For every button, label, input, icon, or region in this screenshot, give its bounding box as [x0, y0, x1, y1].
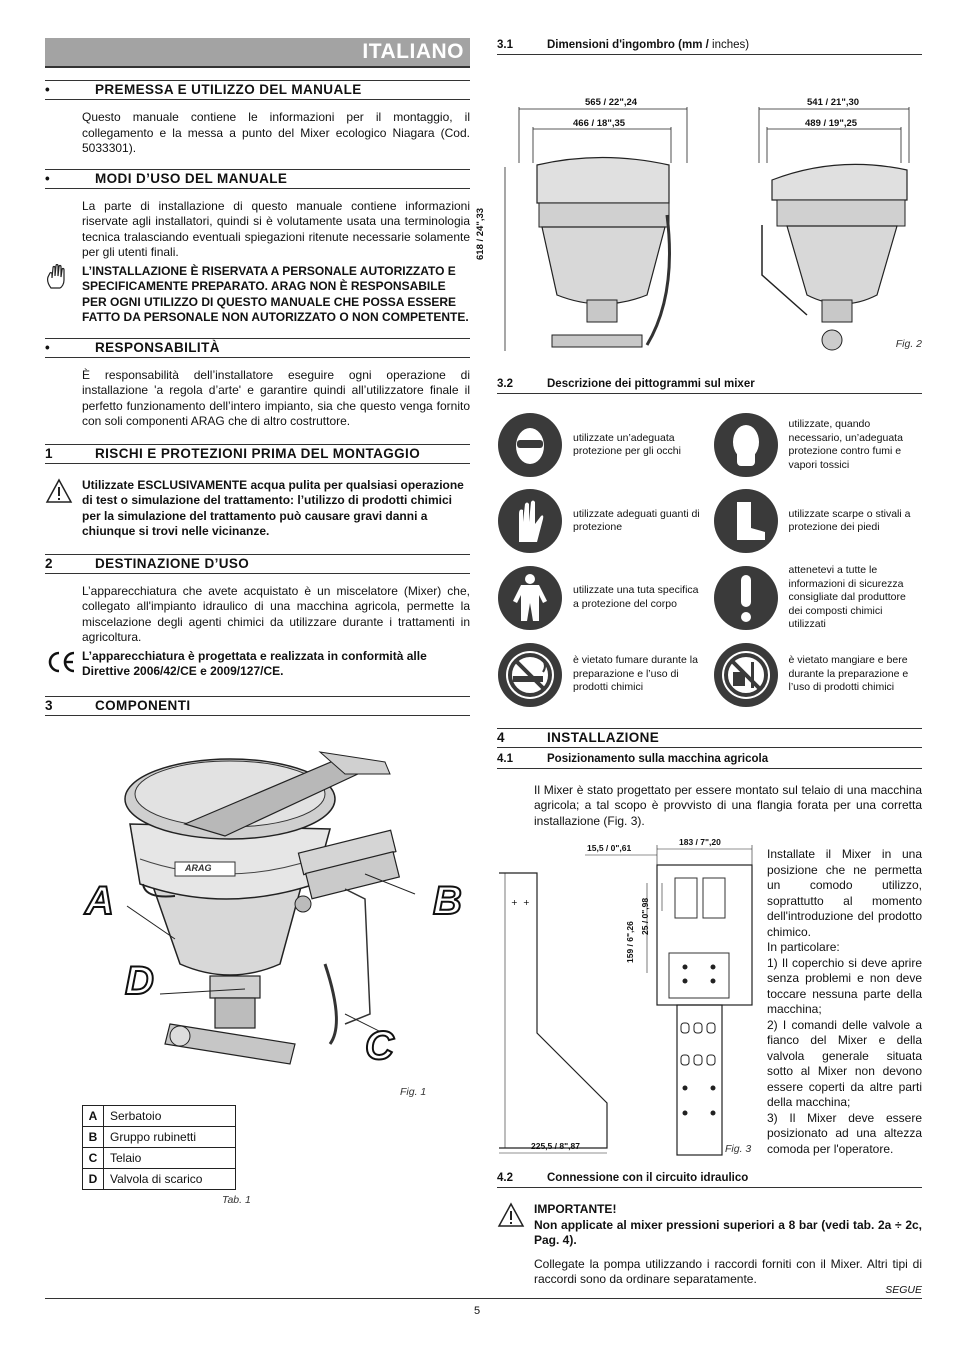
section-4-1-text: Il Mixer è stato progettato per essere montato sul telaio di una macchina agricola; a tal scopo è provvisto di una flangia forata per una corretta installazione (Fig. 3).: [534, 782, 922, 828]
ce-text: L’apparecchiatura è progettata e realizzata in conformità alle Direttive 2006/42/CE e 2009/127/CE.: [82, 648, 427, 678]
callout-B: B: [433, 878, 462, 923]
pressure-warning: [497, 1202, 922, 1249]
exclamation-icon: [713, 565, 779, 631]
pictogram-item: attenetevi a tutte le informazioni di sicurezza consigliate dal produttore dei composti chimici utilizzati: [713, 564, 923, 632]
table-row: D Valvola di scarico: [83, 1168, 236, 1189]
section-1-warning-text: Utilizzate ESCLUSIVAMENTE acqua pulita per qualsiasi operazione di test o simulazione del trattamento: l’utilizzo di prodotti chimici per la simulazione del trattamento può causare gravi danni a chiunque si trovi nelle vicinanze.: [82, 477, 464, 538]
right-column: [475, 38, 922, 1288]
dim-front-width: 565 / 22",24: [585, 97, 638, 108]
section-4-2-text: Collegate la pompa utilizzando i raccordi forniti con il Mixer. Altri tipi di raccordi sono da ordinare separatamente.: [534, 1256, 922, 1286]
pictogram-item: utilizzate un’adeguata protezione per gli occhi: [497, 412, 707, 478]
boots-icon: [713, 488, 779, 554]
dim-front-inner-width: 466 / 18",35: [573, 118, 626, 129]
dim-height: 618 / 24",33: [475, 207, 486, 260]
section-4-2-heading: 4.2 Connessione con il circuito idraulico: [497, 1171, 922, 1188]
install-para: In particolare:: [767, 940, 840, 954]
pictogram-item: è vietato mangiare e bere durante la preparazione e l’uso di prodotti chimici: [713, 642, 923, 708]
no-eating-icon: [713, 642, 779, 708]
flange-dim-d: 25 / 0",98: [640, 897, 650, 935]
language-header: ITALIANO: [45, 38, 470, 68]
pictogram-item: è vietato fumare durante la preparazione e l’uso di prodotti chimici: [497, 642, 707, 708]
fig-2-caption: Fig. 2: [895, 338, 922, 350]
left-column: [45, 38, 470, 1206]
dim-side-inner-width: 489 / 19",25: [805, 118, 858, 129]
modi-warning: [45, 264, 470, 326]
footer-divider: [45, 1298, 922, 1299]
hand-icon: [45, 264, 82, 326]
callout-C: C: [365, 1023, 394, 1068]
flange-dim-a: 15,5 / 0",61: [587, 843, 632, 853]
suit-icon: [497, 565, 563, 631]
ce-mark-icon: [45, 649, 82, 680]
install-para: 3) Il Mixer deve essere posizionato ad una altezza comoda per l'operatore.: [767, 1110, 922, 1156]
section-3-heading: 3 COMPONENTI: [45, 696, 470, 716]
table-row: A Serbatoio: [83, 1105, 236, 1126]
mixer-brand-label: ARAG: [185, 862, 212, 873]
fig-1-caption: Fig. 1: [400, 1085, 427, 1098]
components-table: [82, 1105, 236, 1190]
install-para: Installate il Mixer in una posizione che ne permetta un comodo utilizzo, soprattutto al momento dell'introduzione del prodotto chimico.: [767, 847, 922, 939]
pictogram-item: utilizzate adeguati guanti di protezione: [497, 488, 707, 554]
section-premessa-heading: • PREMESSA E UTILIZZO DEL MANUALE: [45, 80, 470, 100]
dim-side-width: 541 / 21",30: [807, 97, 860, 108]
install-para: 2) I comandi delle valvole a fianco del Mixer e della valvola generale situata sotto al Mixer non devono essere coperti da altre parti della macchina;: [767, 1017, 922, 1109]
table-row: B Gruppo rubinetti: [83, 1126, 236, 1147]
flange-dim-c: 159 / 6",26: [625, 921, 635, 963]
continued-label: SEGUE: [885, 1284, 922, 1296]
section-2-text: L’apparecchiatura che avete acquistato è un miscelatore (Mixer) che, collegato all'impianto idraulico di una macchina agricola, permette la miscelazione degli agenti chimici da utilizzare durante i trattamenti in agricoltura.: [82, 583, 470, 644]
callout-A: A: [85, 878, 114, 923]
svg-text:+: +: [511, 898, 518, 907]
section-4-1-heading: 4.1 Posizionamento sulla macchina agricola: [497, 752, 922, 769]
mask-icon: [713, 412, 779, 478]
pressure-warning-text: Non applicate al mixer pressioni superiori a 8 bar (vedi tab. 2a ÷ 2c, Pag. 4).: [534, 1217, 922, 1247]
modi-text: La parte di installazione di questo manuale contiene informazioni riservate agli installatori, quindi si è volutamente usata una terminologia tecnica tralasciando eventuali spiegazioni ritenute necessarie solamente per gli utenti finali.: [82, 198, 470, 259]
section-4-heading: 4 INSTALLAZIONE: [497, 728, 922, 748]
callout-D: D: [125, 958, 154, 1003]
flange-dim-e: 225,5 / 8",87: [531, 1141, 580, 1151]
flange-figure-block: [497, 837, 922, 1163]
pressure-warning-title: IMPORTANTE!: [534, 1202, 617, 1216]
warning-triangle-icon: [45, 478, 82, 540]
responsabilita-text: È responsabilità dell’installatore eseguire ogni operazione di installazione 'a regola d’arte' e garantire quindi all’utilizzatore finale il perfetto funzionamento dell’intero impianto, sia che questo venga fornito con soli componenti ARAG che di altro costruttore.: [82, 367, 470, 428]
gloves-icon: [497, 488, 563, 554]
section-3-1-heading: 3.1 Dimensioni d'ingombro (mm / inches): [497, 38, 922, 55]
table-row: C Telaio: [83, 1147, 236, 1168]
section-1-warning: [45, 478, 470, 540]
modi-warning-text: L’INSTALLAZIONE È RISERVATA A PERSONALE AUTORIZZATO E SPECIFICAMENTE PREPARATO. ARAG NON È RESPONSABILE PER OGNI UTILIZZO DI QUESTO MANUALE CHE POSSA ESSERE FATTO DA PERSONALE NON AUTORIZZATO O NON COMPETENTE.: [82, 263, 469, 324]
section-2-heading: 2 DESTINAZIONE D’USO: [45, 554, 470, 574]
installation-side-text: [767, 847, 922, 1157]
section-3-2-heading: 3.2 Descrizione dei pittogrammi sul mixer: [497, 377, 922, 394]
components-legend: [82, 1105, 470, 1206]
page-number: 5: [473, 1305, 481, 1317]
pictogram-item: utilizzate, quando necessario, un’adeguata protezione contro fumi e vapori tossici: [713, 412, 923, 478]
warning-triangle-icon: [497, 1202, 534, 1249]
no-smoking-icon: [497, 642, 563, 708]
pictogram-item: utilizzate una tuta specifica a protezione del corpo: [497, 564, 707, 632]
section-1-heading: 1 RISCHI E PROTEZIONI PRIMA DEL MONTAGGIO: [45, 444, 470, 464]
fig-3-caption: Fig. 3: [725, 1143, 752, 1155]
mixer-figure: [45, 724, 470, 1099]
dimensions-figure: [475, 55, 922, 355]
svg-text:+: +: [523, 898, 530, 907]
ce-statement: [45, 649, 470, 680]
flange-dim-b: 183 / 7",20: [679, 837, 721, 847]
goggles-icon: [497, 412, 563, 478]
pictogram-grid: [497, 412, 922, 708]
section-responsabilita-heading: • RESPONSABILITÀ: [45, 338, 470, 358]
tab-1-caption: Tab. 1: [222, 1193, 251, 1206]
section-modi-heading: • MODI D’USO DEL MANUALE: [45, 169, 470, 189]
install-para: 1) Il coperchio si deve aprire senza problemi e non deve toccare nessuna parte della macchina;: [767, 955, 922, 1016]
flange-drawing: [497, 843, 762, 1163]
premessa-text: Questo manuale contiene le informazioni per il montaggio, il collegamento e la messa a punto del Mixer ecologico Niagara (Cod. 5033301).: [82, 110, 470, 155]
pictogram-item: utilizzate scarpe o stivali a protezione dei piedi: [713, 488, 923, 554]
